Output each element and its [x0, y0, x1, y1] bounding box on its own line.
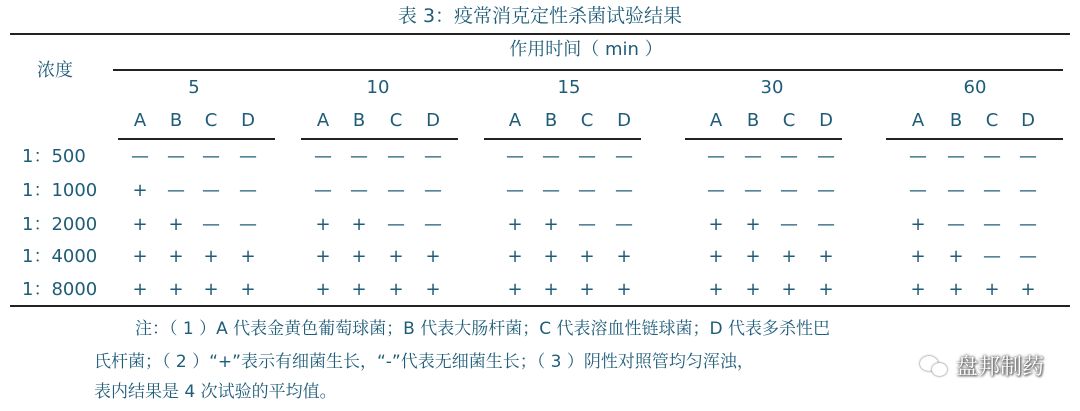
result-cell: — [1019, 246, 1037, 267]
strain-label: A [709, 110, 723, 131]
result-cell: — [780, 146, 798, 167]
result-cell: — [506, 180, 524, 201]
result-cell: + [168, 246, 184, 267]
strain-label: D [1021, 110, 1035, 131]
result-cell: + [1020, 279, 1036, 300]
result-cell: + [543, 279, 559, 300]
result-cell: + [948, 279, 964, 300]
strain-label: C [580, 110, 594, 131]
result-cell: — [202, 146, 220, 167]
group-rule-60 [886, 138, 1063, 140]
wechat-icon [920, 354, 950, 378]
result-cell: + [616, 246, 632, 267]
result-cell: — [817, 180, 835, 201]
result-cell: — [744, 146, 762, 167]
result-cell: + [315, 246, 331, 267]
result-cell: — [239, 214, 257, 235]
time-header: 作用时间（ min ） [509, 39, 663, 60]
result-cell: + [948, 246, 964, 267]
result-cell: — [817, 214, 835, 235]
result-cell: + [910, 246, 926, 267]
result-cell: + [315, 279, 331, 300]
top-rule [10, 33, 1070, 35]
group-rule-30 [685, 138, 842, 140]
result-cell: — [387, 180, 405, 201]
result-cell: — [578, 180, 596, 201]
concentration-header: 浓度 [37, 60, 73, 81]
result-cell: — [1019, 214, 1037, 235]
result-cell: + [984, 279, 1000, 300]
group-rule-15 [484, 138, 641, 140]
strain-label: B [169, 110, 183, 131]
time-header-rule [113, 69, 1063, 71]
result-cell: + [388, 279, 404, 300]
result-cell: + [240, 246, 256, 267]
result-cell: + [781, 279, 797, 300]
result-cell: — [983, 246, 1001, 267]
strain-label: D [819, 110, 833, 131]
bottom-rule [10, 305, 1070, 307]
result-cell: — [387, 146, 405, 167]
result-cell: + [818, 279, 834, 300]
result-cell: + [168, 279, 184, 300]
strain-label: A [316, 110, 330, 131]
time-label: 60 [963, 77, 987, 98]
result-cell: + [579, 246, 595, 267]
strain-label: A [133, 110, 147, 131]
result-cell: + [708, 246, 724, 267]
result-cell: — [983, 180, 1001, 201]
time-label: 10 [366, 77, 390, 98]
result-cell: — [1019, 180, 1037, 201]
concentration-label: 1：4000 [22, 246, 98, 267]
result-cell: + [168, 214, 184, 235]
result-cell: — [744, 180, 762, 201]
result-cell: — [947, 146, 965, 167]
result-cell: + [708, 214, 724, 235]
note-line-3: 表内结果是 4 次试验的平均值。 [94, 382, 337, 402]
result-cell: + [315, 214, 331, 235]
result-cell: + [818, 246, 834, 267]
concentration-label: 1：500 [22, 146, 86, 167]
result-cell: + [425, 246, 441, 267]
result-cell: — [239, 180, 257, 201]
result-cell: — [615, 146, 633, 167]
result-cell: — [350, 146, 368, 167]
strain-label: C [204, 110, 218, 131]
result-cell: + [132, 214, 148, 235]
time-label: 15 [557, 77, 581, 98]
time-label: 30 [760, 77, 784, 98]
result-cell: — [387, 214, 405, 235]
strain-label: A [508, 110, 522, 131]
result-cell: — [578, 214, 596, 235]
result-cell: — [167, 146, 185, 167]
time-label: 5 [188, 77, 200, 98]
result-cell: — [817, 146, 835, 167]
result-cell: + [351, 279, 367, 300]
result-cell: + [132, 279, 148, 300]
result-cell: — [1019, 146, 1037, 167]
result-cell: — [424, 146, 442, 167]
result-cell: + [745, 214, 761, 235]
result-cell: + [507, 279, 523, 300]
result-cell: + [745, 279, 761, 300]
result-cell: + [132, 180, 148, 201]
strain-label: B [746, 110, 760, 131]
result-cell: + [910, 279, 926, 300]
result-cell: — [202, 214, 220, 235]
strain-label: C [985, 110, 999, 131]
result-cell: — [542, 180, 560, 201]
result-cell: — [314, 146, 332, 167]
note-line-1: 注：（ 1 ）A 代表金黄色葡萄球菌；B 代表大肠杆菌；C 代表溶血性链球菌；D 代表多杀性巴 [135, 319, 830, 339]
result-cell: + [240, 279, 256, 300]
result-cell: + [507, 214, 523, 235]
result-cell: — [202, 180, 220, 201]
result-cell: — [424, 214, 442, 235]
result-cell: — [424, 180, 442, 201]
strain-label: A [911, 110, 925, 131]
result-cell: — [909, 146, 927, 167]
strain-label: C [389, 110, 403, 131]
result-cell: — [615, 214, 633, 235]
result-cell: — [350, 180, 368, 201]
result-cell: + [543, 214, 559, 235]
strain-label: C [782, 110, 796, 131]
strain-label: D [241, 110, 255, 131]
result-cell: — [707, 146, 725, 167]
result-cell: — [239, 146, 257, 167]
strain-label: B [949, 110, 963, 131]
strain-label: D [617, 110, 631, 131]
watermark [920, 350, 1044, 381]
result-cell: + [579, 279, 595, 300]
concentration-label: 1：8000 [22, 279, 98, 300]
result-cell: + [351, 214, 367, 235]
result-cell: + [543, 246, 559, 267]
result-cell: + [351, 246, 367, 267]
concentration-label: 1：1000 [22, 180, 98, 201]
result-cell: — [983, 146, 1001, 167]
result-cell: — [780, 180, 798, 201]
result-cell: + [388, 246, 404, 267]
result-cell: — [314, 180, 332, 201]
result-cell: + [132, 246, 148, 267]
result-cell: — [947, 180, 965, 201]
result-cell: — [131, 146, 149, 167]
strain-label: B [544, 110, 558, 131]
result-cell: + [507, 246, 523, 267]
result-cell: — [909, 180, 927, 201]
result-cell: + [745, 246, 761, 267]
watermark-text: 盘邦制药 [955, 355, 1044, 380]
result-cell: — [983, 214, 1001, 235]
result-cell: — [542, 146, 560, 167]
result-cell: + [203, 246, 219, 267]
concentration-label: 1：2000 [22, 214, 98, 235]
group-rule-5 [118, 138, 275, 140]
result-cell: — [506, 146, 524, 167]
result-cell: — [167, 180, 185, 201]
result-cell: — [947, 214, 965, 235]
result-cell: — [615, 180, 633, 201]
result-cell: — [707, 180, 725, 201]
result-cell: + [425, 279, 441, 300]
group-rule-10 [301, 138, 458, 140]
result-cell: + [708, 279, 724, 300]
result-cell: + [616, 279, 632, 300]
result-cell: + [910, 214, 926, 235]
result-cell: — [578, 146, 596, 167]
note-line-2: 氏杆菌；（ 2 ）“+”表示有细菌生长，“-”代表无细菌生长；（ 3 ）阴性对照管均匀浑浊， [94, 352, 754, 372]
result-cell: + [781, 246, 797, 267]
strain-label: D [426, 110, 440, 131]
result-cell: — [780, 214, 798, 235]
table-title: 表 3：疫常消克定性杀菌试验结果 [397, 5, 683, 27]
strain-label: B [352, 110, 366, 131]
result-cell: + [203, 279, 219, 300]
